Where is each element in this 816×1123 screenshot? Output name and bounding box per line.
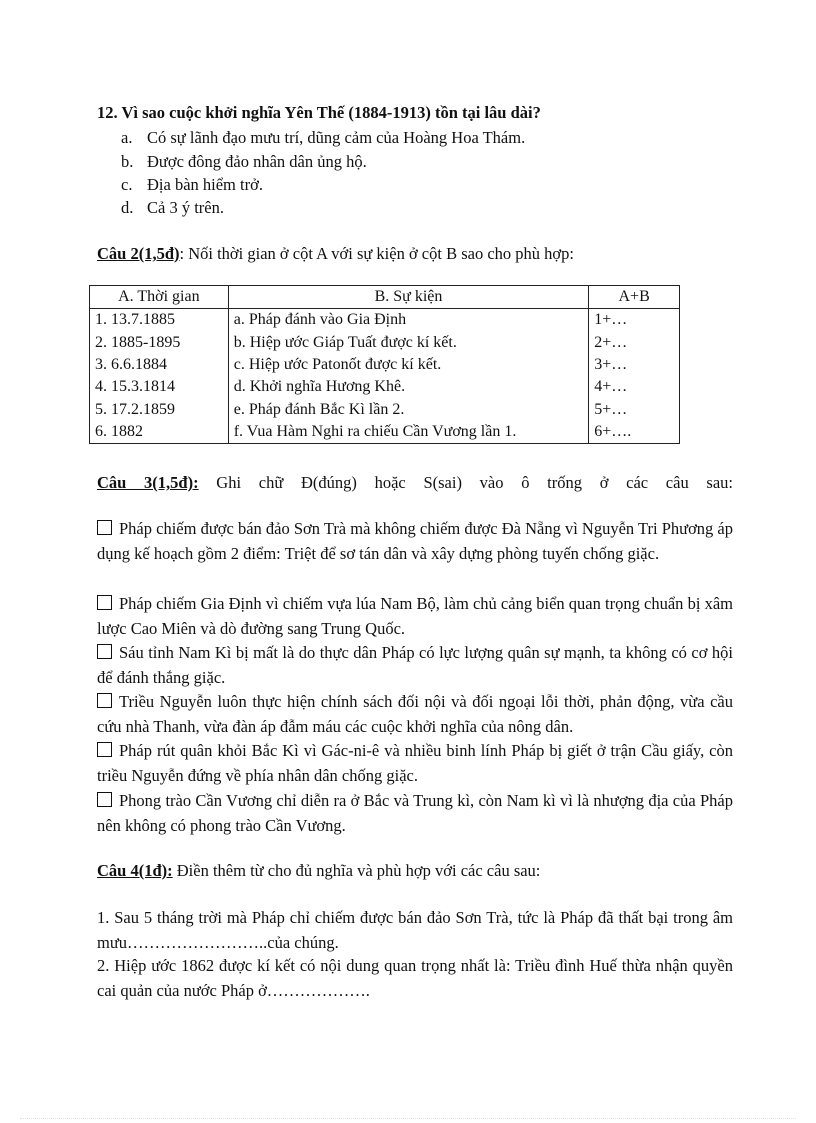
answer-checkbox[interactable]: [97, 644, 112, 659]
option-label: c.: [121, 175, 133, 194]
cell-event: c. Hiệp ước Patonốt được kí kết.: [228, 354, 589, 376]
question-2-heading: [97, 244, 574, 264]
statement-text: Pháp chiếm được bán đảo Sơn Trà mà không chiếm được Đà Nẵng vì Nguyễn Tri Phương áp dụng kế hoạch gồm 2 điểm: Triệt để sơ tán dân và xây dựng phòng tuyến chống giặc.: [97, 519, 733, 563]
answer-checkbox[interactable]: [97, 520, 112, 535]
question-4-text: Điền thêm từ cho đủ nghĩa và phù hợp với các câu sau:: [172, 861, 541, 880]
question-2-text: : Nối thời gian ở cột A với sự kiện ở cột B sao cho phù hợp:: [179, 244, 574, 263]
option-text: Có sự lãnh đạo mưu trí, dũng cảm của Hoàng Hoa Thám.: [147, 128, 526, 147]
answer-checkbox[interactable]: [97, 742, 112, 757]
cell-event: b. Hiệp ước Giáp Tuất được kí kết.: [228, 332, 589, 354]
fill-in-text: 1. Sau 5 tháng trời mà Pháp chỉ chiếm được bán đảo Sơn Trà, tức là Pháp đã thất bại trong âm mưu……………………..của chúng.: [97, 908, 733, 952]
statement-item: [97, 517, 733, 566]
statement-text: Triều Nguyễn luôn thực hiện chính sách đối nội và đối ngoại lỗi thời, phản động, vừa cầu cứu nhà Thanh, vừa đàn áp đẫm máu các cuộc khởi nghĩa của nông dân.: [97, 692, 733, 736]
question-12-option-c: [121, 175, 263, 195]
statement-item: [97, 789, 733, 838]
cell-time: 1. 13.7.1885: [90, 309, 229, 332]
question-3-text: Ghi chữ Đ(đúng) hoặc S(sai) vào ô trống ở các câu sau:: [198, 473, 733, 492]
option-label: b.: [121, 152, 134, 171]
answer-checkbox[interactable]: [97, 693, 112, 708]
cell-time: 5. 17.2.1859: [90, 398, 229, 420]
option-label: d.: [121, 198, 134, 217]
table-row: [90, 421, 680, 444]
option-label: a.: [121, 128, 133, 147]
cell-answer: 5+…: [589, 398, 680, 420]
option-text: Địa bàn hiểm trở.: [147, 175, 263, 194]
cell-answer: 3+…: [589, 354, 680, 376]
statement-text: Sáu tỉnh Nam Kì bị mất là do thực dân Pháp có lực lượng quân sự mạnh, ta không có cơ hội để đánh thắng giặc.: [97, 643, 733, 687]
fill-in-text: 2. Hiệp ước 1862 được kí kết có nội dung quan trọng nhất là: Triều đình Huế thừa nhận quyền cai quản của nước Pháp ở……………….: [97, 956, 733, 1000]
column-header-event: B. Sự kiện: [228, 286, 589, 309]
question-12-option-b: [121, 152, 367, 172]
statement-item: [97, 592, 733, 641]
statement-text: Phong trào Cần Vương chỉ diễn ra ở Bắc và Trung kì, còn Nam kì vì là nhượng địa của Pháp nên không có phong trào Cần Vương.: [97, 791, 733, 835]
cell-time: 3. 6.6.1884: [90, 354, 229, 376]
question-3-label: Câu 3(1,5đ):: [97, 473, 199, 492]
question-3-heading: [97, 471, 733, 496]
question-12-title: 12. Vì sao cuộc khởi nghĩa Yên Thế (1884-1913) tồn tại lâu dài?: [97, 103, 541, 122]
statement-item: [97, 690, 733, 739]
statement-item: [97, 641, 733, 690]
statement-text: Pháp chiếm Gia Định vì chiếm vựa lúa Nam Bộ, làm chủ cảng biển quan trọng chuẩn bị xâm lược Cao Miên và dò đường sang Trung Quốc.: [97, 594, 733, 638]
cell-time: 2. 1885-1895: [90, 332, 229, 354]
table-header-row: [90, 286, 680, 309]
option-text: Được đông đảo nhân dân ủng hộ.: [147, 152, 367, 171]
statement-text: Pháp rút quân khỏi Bắc Kì vì Gác-ni-ê và nhiều binh lính Pháp bị giết ở trận Cầu giấy, còn triều Nguyễn đứng về phía nhân dân chống giặc.: [97, 741, 733, 785]
cell-answer: 1+…: [589, 309, 680, 332]
cell-event: d. Khởi nghĩa Hương Khê.: [228, 376, 589, 398]
column-header-time: A. Thời gian: [90, 286, 229, 309]
cell-time: 4. 15.3.1814: [90, 376, 229, 398]
table-row: [90, 376, 680, 398]
question-4-label: Câu 4(1đ):: [97, 861, 173, 880]
cell-event: e. Pháp đánh Bắc Kì lần 2.: [228, 398, 589, 420]
cell-event: f. Vua Hàm Nghi ra chiếu Cần Vương lần 1.: [228, 421, 589, 444]
table-row: [90, 398, 680, 420]
column-header-answer: A+B: [589, 286, 680, 309]
answer-checkbox[interactable]: [97, 595, 112, 610]
cell-answer: 6+….: [589, 421, 680, 444]
table-row: [90, 354, 680, 376]
question-2-label: Câu 2(1,5đ): [97, 244, 180, 263]
fill-in-item: [97, 906, 733, 955]
answer-checkbox[interactable]: [97, 792, 112, 807]
cell-answer: 4+…: [589, 376, 680, 398]
question-4-heading: [97, 861, 540, 881]
cell-time: 6. 1882: [90, 421, 229, 444]
question-12-option-a: [121, 128, 525, 148]
cell-event: a. Pháp đánh vào Gia Định: [228, 309, 589, 332]
matching-table: [89, 285, 680, 444]
table-row: [90, 332, 680, 354]
option-text: Cả 3 ý trên.: [147, 198, 224, 217]
page-edge-divider: [20, 1118, 796, 1119]
cell-answer: 2+…: [589, 332, 680, 354]
question-12-option-d: [121, 198, 224, 218]
fill-in-item: [97, 954, 733, 1003]
statement-item: [97, 739, 733, 788]
table-row: [90, 309, 680, 332]
